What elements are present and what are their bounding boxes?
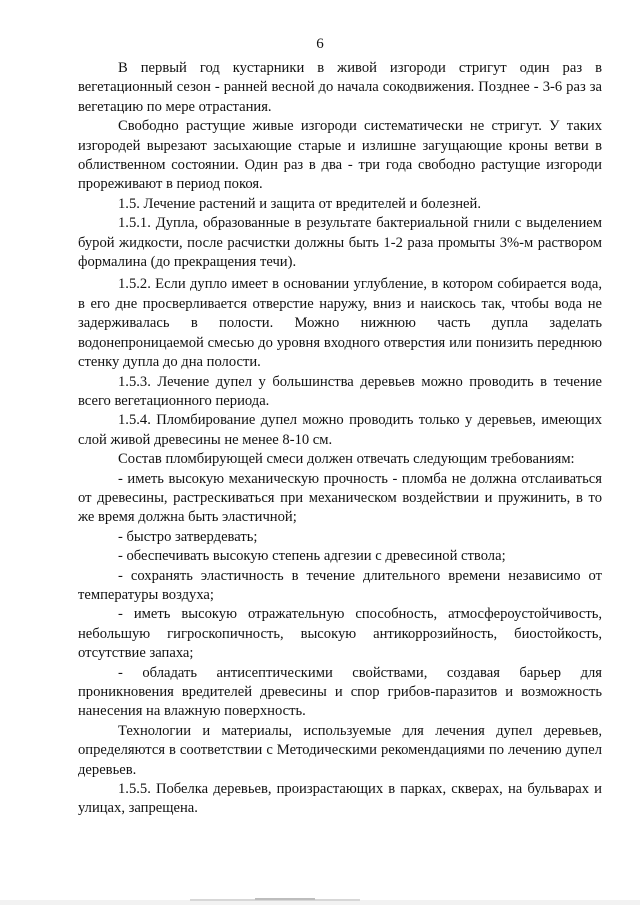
paragraph-1-5-1: 1.5.1. Дупла, образованные в результате бактериальной гнили с выделением бурой жидкости, после расчистки должны быть 1-2 раза промыты 3%-м раствором формалина (до прекращения течи). bbox=[78, 215, 602, 271]
list-item-adhesion: - обеспечивать высокую степень адгезии с древесиной ствола; bbox=[118, 548, 506, 565]
page-number: 6 bbox=[316, 36, 324, 52]
paragraph-1-5-4: 1.5.4. Пломбирование дупел можно проводить только у деревьев, имеющих слой живой древесины не менее 8-10 см. bbox=[78, 412, 602, 448]
paragraph-mix-requirements-intro: Состав пломбирующей смеси должен отвечать следующим требованиям: bbox=[118, 451, 575, 468]
list-item-elasticity: - сохранять эластичность в течение длительного времени независимо от температуры воздуха; bbox=[78, 567, 602, 603]
scan-artifact bbox=[0, 893, 640, 905]
paragraph-hedge-first-year: В первый год кустарники в живой изгороди стригут один раз в вегетационный сезон - ранней весной до начала сокодвижения. Позднее - 3-6 раз за вегетацию по мере отрастания. bbox=[78, 60, 602, 115]
list-item-strength: - иметь высокую механическую прочность - пломба не должна отслаиваться от древесины, растрескиваться при механическом воздействии и пружинить, в то же время должна быть эластичной; bbox=[78, 470, 602, 526]
section-heading-1-5: 1.5. Лечение растений и защита от вредителей и болезней. bbox=[118, 195, 481, 212]
paragraph-1-5-2: 1.5.2. Если дупло имеет в основании углубление, в котором собирается вода, в его дне просверливается отверстие наружу, вниз и наискось так, чтобы вода не задерживалась в полости. Можно нижнюю часть дупла заделать водонепроницаемой смесью до уровня входного отверстия или понизить переднюю стенку дупла до дна полости. bbox=[78, 276, 602, 371]
paragraph-1-5-5: 1.5.5. Побелка деревьев, произрастающих в парках, скверах, на бульварах и улицах, запрещена. bbox=[78, 781, 602, 817]
list-item-fast-hardening: - быстро затвердевать; bbox=[118, 528, 258, 545]
document-body bbox=[78, 59, 602, 819]
list-item-antiseptic: - обладать антисептическими свойствами, создавая барьер для проникновения вредителей древесины и спор грибов-паразитов и возможность нанесения на влажную поверхность. bbox=[78, 664, 602, 720]
paragraph-technologies: Технологии и материалы, используемые для лечения дупел деревьев, определяются в соответствии с Методическими рекомендациями по лечению дупел деревьев. bbox=[78, 722, 602, 778]
list-item-reflectivity: - иметь высокую отражательную способность, атмосфероустойчивость, небольшую гигроскопичность, высокую антикоррозийность, биостойкость, отсутствие запаха; bbox=[78, 606, 602, 662]
paragraph-1-5-3: 1.5.3. Лечение дупел у большинства деревьев можно проводить в течение всего вегетационного периода. bbox=[78, 373, 602, 409]
paragraph-free-growing-hedges: Свободно растущие живые изгороди систематически не стригут. У таких изгородей вырезают засыхающие старые и излишне загущающие кроны ветви в облиственном состоянии. Один раз в два - три года свободно растущие изгороди прореживают в период покоя. bbox=[78, 118, 602, 193]
